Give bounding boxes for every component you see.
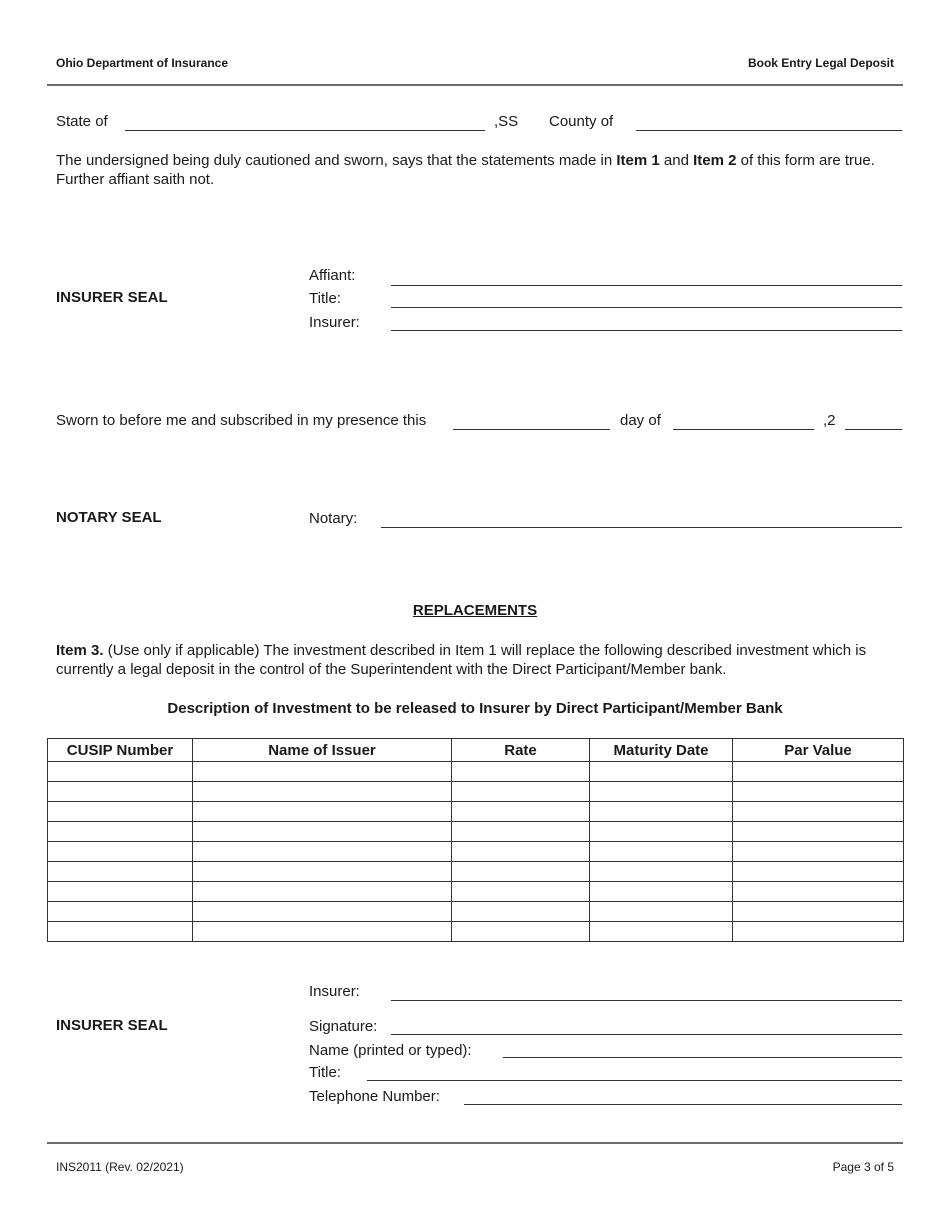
table-cell[interactable]	[733, 842, 904, 862]
form-id: INS2011 (Rev. 02/2021)	[56, 1160, 184, 1174]
table-cell[interactable]	[590, 902, 733, 922]
table-row	[48, 802, 904, 822]
table-row	[48, 862, 904, 882]
table-cell[interactable]	[48, 882, 193, 902]
telephone-field[interactable]	[464, 1104, 902, 1105]
header-agency: Ohio Department of Insurance	[56, 56, 229, 70]
item1-ref: Item 1	[616, 152, 660, 169]
table-row	[48, 922, 904, 942]
table-cell[interactable]	[452, 782, 590, 802]
col-rate: Rate	[452, 739, 590, 762]
table-row	[48, 822, 904, 842]
table-cell[interactable]	[733, 922, 904, 942]
affirmation-paragraph: The undersigned being duly cautioned and sworn, says that the statements made in Item 1 and Item 2 of this form are true. Further affiant saith not.	[56, 152, 875, 188]
table-cell[interactable]	[193, 862, 452, 882]
table-cell[interactable]	[590, 762, 733, 782]
table-cell[interactable]	[452, 842, 590, 862]
table-cell[interactable]	[733, 862, 904, 882]
table-cell[interactable]	[193, 882, 452, 902]
signature-label: Signature:	[309, 1018, 378, 1035]
sworn-month-field[interactable]	[673, 429, 814, 430]
affiant-field[interactable]	[391, 285, 902, 286]
signature-field[interactable]	[391, 1034, 902, 1035]
notary-seal-label: NOTARY SEAL	[56, 509, 162, 526]
table-cell[interactable]	[733, 902, 904, 922]
table-cell[interactable]	[48, 862, 193, 882]
table-cell[interactable]	[193, 822, 452, 842]
table-cell[interactable]	[48, 802, 193, 822]
table-cell[interactable]	[193, 842, 452, 862]
day-of-label: day of	[620, 412, 661, 429]
table-cell[interactable]	[733, 762, 904, 782]
table-cell[interactable]	[733, 802, 904, 822]
table-row	[48, 762, 904, 782]
insurer-seal-label: INSURER SEAL	[56, 289, 168, 306]
table-cell[interactable]	[590, 782, 733, 802]
header-divider	[47, 84, 903, 86]
sworn-statement: Sworn to before me and subscribed in my presence this	[56, 412, 427, 429]
table-cell[interactable]	[193, 922, 452, 942]
table-header-row	[48, 739, 904, 762]
insurer-seal-label-2: INSURER SEAL	[56, 1017, 168, 1034]
name-label: Name (printed or typed):	[309, 1042, 472, 1059]
insurer-field-2[interactable]	[391, 1000, 902, 1001]
name-field[interactable]	[503, 1057, 902, 1058]
title-label-2: Title:	[309, 1064, 341, 1081]
col-par-value: Par Value	[733, 739, 904, 762]
table-cell[interactable]	[48, 762, 193, 782]
table-cell[interactable]	[590, 862, 733, 882]
affiant-label: Affiant:	[309, 267, 356, 284]
table-row	[48, 902, 904, 922]
table-cell[interactable]	[48, 922, 193, 942]
table-cell[interactable]	[48, 842, 193, 862]
table-cell[interactable]	[733, 822, 904, 842]
table-cell[interactable]	[452, 902, 590, 922]
page-number: Page 3 of 5	[832, 1160, 894, 1174]
table-cell[interactable]	[590, 882, 733, 902]
table-cell[interactable]	[48, 902, 193, 922]
year-prefix: ,2	[823, 412, 836, 429]
state-label: State of	[56, 113, 108, 130]
col-name-of-issuer: Name of Issuer	[193, 739, 452, 762]
table-cell[interactable]	[48, 822, 193, 842]
table-title: Description of Investment to be released to Insurer by Direct Participant/Member Bank	[167, 700, 783, 717]
title-field[interactable]	[391, 307, 902, 308]
table-cell[interactable]	[193, 762, 452, 782]
table-row	[48, 842, 904, 862]
table-cell[interactable]	[452, 922, 590, 942]
telephone-label: Telephone Number:	[309, 1088, 440, 1105]
table-cell[interactable]	[452, 882, 590, 902]
insurer-field[interactable]	[391, 330, 902, 331]
sworn-day-field[interactable]	[453, 429, 610, 430]
table-cell[interactable]	[733, 782, 904, 802]
table-cell[interactable]	[452, 802, 590, 822]
table-row	[48, 782, 904, 802]
table-cell[interactable]	[590, 842, 733, 862]
table-cell[interactable]	[452, 862, 590, 882]
table-cell[interactable]	[590, 802, 733, 822]
title-field-2[interactable]	[367, 1080, 902, 1081]
table-cell[interactable]	[193, 902, 452, 922]
col-maturity-date: Maturity Date	[590, 739, 733, 762]
table-cell[interactable]	[48, 782, 193, 802]
item3-label: Item 3.	[56, 642, 104, 659]
notary-label: Notary:	[309, 510, 358, 527]
col-cusip-number: CUSIP Number	[48, 739, 193, 762]
insurer-label: Insurer:	[309, 314, 360, 331]
table-cell[interactable]	[590, 922, 733, 942]
county-field[interactable]	[636, 130, 902, 131]
sworn-year-field[interactable]	[845, 429, 902, 430]
table-row	[48, 882, 904, 902]
header-form-title: Book Entry Legal Deposit	[747, 56, 894, 70]
notary-field[interactable]	[381, 527, 902, 528]
table-cell[interactable]	[590, 822, 733, 842]
table-cell[interactable]	[452, 822, 590, 842]
item3-paragraph: Item 3. (Use only if applicable) The investment described in Item 1 will replace the following described investment which is currently a legal deposit in the control of the Superintendent with the Direct Participant/Member bank.	[56, 642, 867, 678]
footer-divider	[47, 1142, 903, 1144]
title-label: Title:	[309, 290, 341, 307]
county-label: County of	[549, 113, 614, 130]
table-cell[interactable]	[733, 882, 904, 902]
table-cell[interactable]	[452, 762, 590, 782]
investment-table	[47, 738, 904, 942]
ss-label: ,SS	[494, 113, 519, 130]
replacements-heading: REPLACEMENTS	[412, 602, 538, 619]
item2-ref: Item 2	[693, 152, 737, 169]
table-cell[interactable]	[193, 802, 452, 822]
state-field[interactable]	[125, 130, 485, 131]
insurer-label-2: Insurer:	[309, 983, 360, 1000]
table-cell[interactable]	[193, 782, 452, 802]
